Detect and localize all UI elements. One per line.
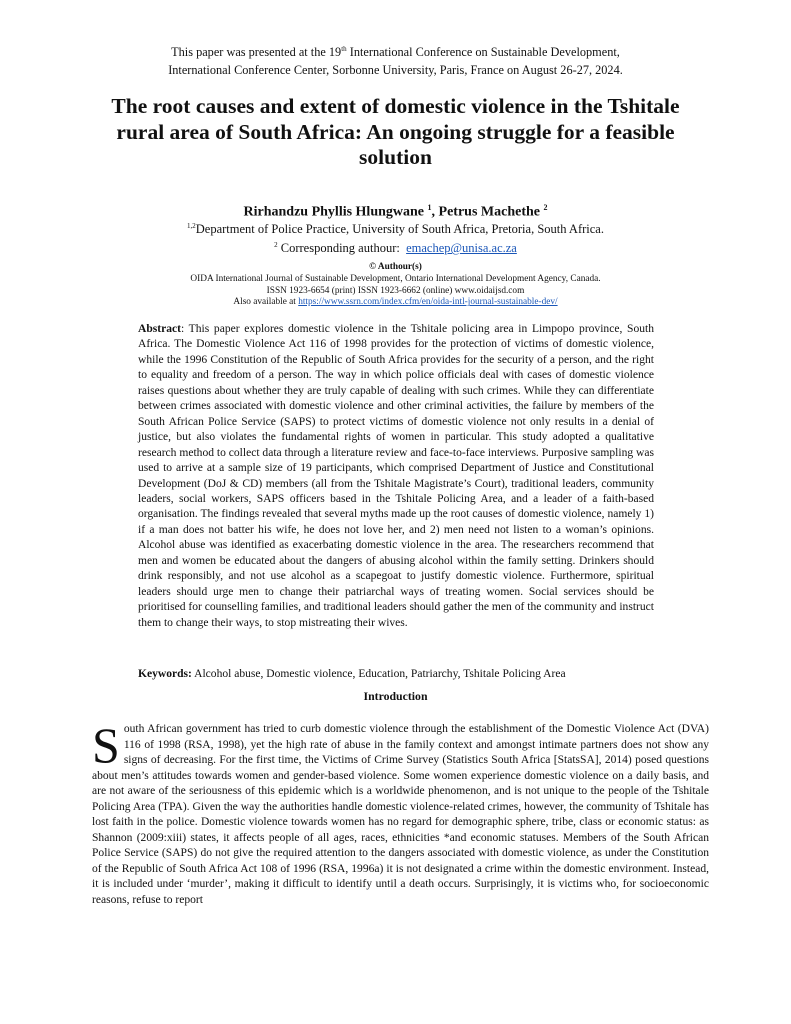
affiliation-line: $^{1,2}$Department of Police Practice, University of South Africa, Pretoria, South Africa. bbox=[187, 222, 604, 237]
author-list: Rirhandzu Phyllis Hlungwane $^1$, Petrus Machethe $^2$ bbox=[243, 203, 548, 220]
abstract-label: Abstract bbox=[138, 323, 181, 335]
copyright-block bbox=[0, 262, 791, 309]
abstract-text: : This paper explores domestic violence in the Tshitale policing area in Limpopo province, South Africa. The Domestic Violence Act 116 of 1998 provides for the protection of victims of domestic violence, while the 1996 Constitution of the Republic of South Africa provides for the security of a person, and the right to equality and freedom of a person. The way in which police officials deal with cases of domestic violence raises questions about whether they are truly capable of dealing with such crimes. While they can differentiate between crimes associated with domestic violence and other criminal activities, the failure by members of the South African Police Service (SAPS) to protect victims of domestic violence not only results in a denial of justice, but also violates the fundamental rights of women in particular. This study adopted a qualitative research method to collect data through a literature review and face-to-face interviews. Purposive sampling was used to arrive at a sample size of 19 participants, which comprised Department of Justice and Constitutional Development (DoJ & CD) members (all from the Tshitale Magistrate’s Court), traditional leaders, community leaders, social workers, SAPS officers based in the Tshitale Policing Area, and a leader of a faith-based organisation. The findings revealed that several myths made up the root causes of domestic violence, namely 1) if a man does not batter his wife, he does not love her, and 2) men need not listen to a woman’s opinions. Alcohol abuse was identified as exacerbating domestic violence in the area. The researchers recommend that men and women be educated about the dangers of abusing alcohol within the family setting. Drinkers should drink responsibly, and not use alcohol as a scapegoat to justify domestic violence. Furthermore, spiritual leaders should urge men to change their patriarchal ways of treating women. Social services should be prioritised for counselling families, and traditional leaders should gather the men of the community and instruct them to change their ways, to stop mistreating their wives. bbox=[138, 323, 654, 629]
author-name: Rirhandzu Phyllis Hlungwane bbox=[243, 204, 425, 220]
ssrn-link[interactable]: https://www.ssrn.com/index.cfm/en/oida-intl-journal-sustainable-dev/ bbox=[298, 297, 558, 308]
corresponding-email-link[interactable]: emachep@unisa.ac.za bbox=[406, 241, 517, 256]
keywords-text: Alcohol abuse, Domestic violence, Education, Patriarchy, Tshitale Policing Area bbox=[191, 668, 566, 680]
introduction-paragraph bbox=[92, 717, 709, 908]
conference-note-line1: This paper was presented at the 19th International Conference on Sustainable Development, bbox=[171, 44, 620, 59]
keywords bbox=[138, 667, 658, 682]
keywords-label: Keywords: bbox=[138, 668, 192, 680]
conference-note-line2: International Conference Center, Sorbonne University, Paris, France on August 26-27, 2024. bbox=[168, 62, 623, 77]
paper-title: The root causes and extent of domestic violence in the Tshitale rural area of South Africa: An ongoing struggle for a feasible solution bbox=[111, 94, 680, 169]
affiliations bbox=[0, 218, 791, 256]
copyright-line: © Authour(s) bbox=[369, 262, 422, 272]
conference-note bbox=[0, 44, 791, 79]
journal-line: OIDA International Journal of Sustainable Development, Ontario International Development Agency, Canada. bbox=[190, 273, 601, 284]
corresponding-author-line: $^2$ Corresponding authour: emachep@unisa.ac.za bbox=[274, 241, 517, 256]
abstract bbox=[138, 322, 654, 631]
availability-line: Also available at https://www.ssrn.com/index.cfm/en/oida-intl-journal-sustainable-dev/ bbox=[233, 297, 558, 308]
author-name: Petrus Machethe bbox=[438, 204, 540, 220]
introduction-heading: Introduction bbox=[363, 689, 428, 703]
drop-cap: S bbox=[92, 717, 120, 773]
introduction-text: outh African government has tried to curb domestic violence through the establishment of the Domestic Violence Act (DVA) 116 of 1998 (RSA, 1998), yet the high rate of abuse in the family context and amongst intimate partners does not show any signs of decreasing. For the first time, the Victims of Crime Survey (Statistics South Africa [StatsSA], 2014) posed questions about men’s attitudes towards women and gender-based violence. Some women experience domestic violence on a daily basis, and are not aware of the seriousness of this epidemic which is a worldwide phenomenon, and is not unique to the people of the Tshitale Policing Area (TPA). Given the way the authorities handle domestic violence-related crimes, however, the community of Tshitale has lost faith in the police. Domestic violence towards women has no regard for demographic sphere, tribe, class or economic status: as Shannon (2009:xiii) states, it affects people of all ages, races, ethnicities *and economic statuses. Members of the South African Police Service (SAPS) do not give the required attention to the dangers associated with domestic violence, as under the Constitution of the Republic of South Africa Act 108 of 1996 (RSA, 1996a) it is not designated a crime within the domestic environment. Instead, it is included under ‘murder’, making it difficult to identify until a death occurs. Surprisingly, it is victims who, for socioeconomic reasons, refuse to report bbox=[92, 723, 709, 906]
author-affiliation-marker: 2 bbox=[543, 203, 548, 212]
issn-line: ISSN 1923-6654 (print) ISSN 1923-6662 (online) www.oidaijsd.com bbox=[266, 285, 525, 296]
author-affiliation-marker: 1 bbox=[427, 203, 432, 212]
